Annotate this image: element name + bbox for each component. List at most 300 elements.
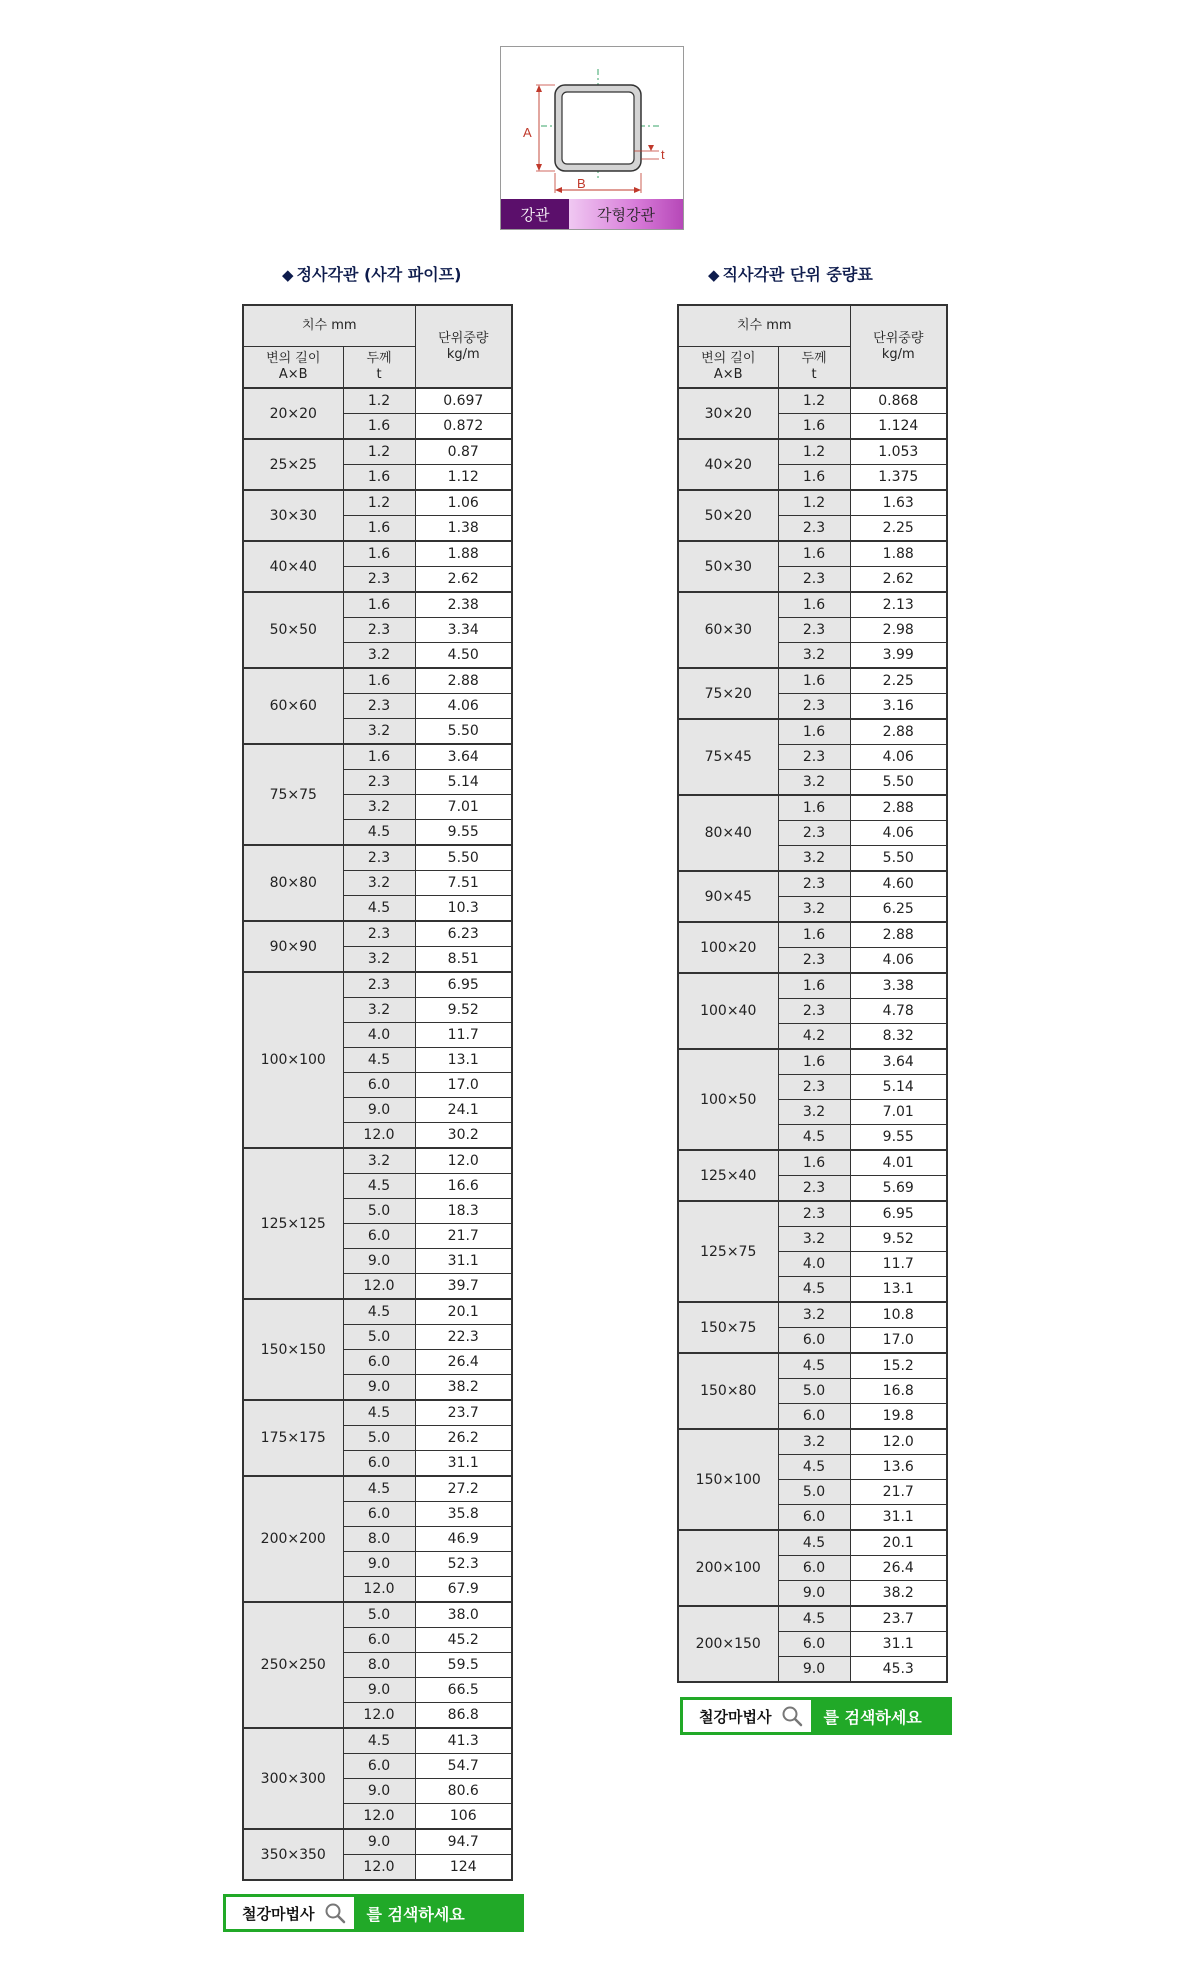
weight-cell: 11.7 (415, 1023, 512, 1048)
thickness-cell: 6.0 (778, 1505, 850, 1531)
thickness-cell: 6.0 (343, 1628, 415, 1653)
thickness-cell: 3.2 (778, 643, 850, 669)
size-cell: 150×100 (678, 1429, 778, 1530)
table-row (678, 541, 947, 567)
weight-cell: 6.95 (850, 1201, 947, 1227)
size-cell: 150×75 (678, 1302, 778, 1353)
thickness-cell: 6.0 (343, 1502, 415, 1527)
weight-cell: 1.63 (850, 490, 947, 516)
table-row (243, 1148, 512, 1174)
weight-cell: 6.25 (850, 897, 947, 923)
weight-cell: 67.9 (415, 1577, 512, 1603)
thickness-cell: 2.3 (778, 871, 850, 897)
weight-cell: 2.98 (850, 618, 947, 643)
weight-cell: 39.7 (415, 1274, 512, 1300)
weight-cell: 7.01 (850, 1100, 947, 1125)
size-cell: 50×30 (678, 541, 778, 592)
thickness-cell: 5.0 (778, 1480, 850, 1505)
weight-cell: 2.62 (850, 567, 947, 593)
header-thickness: 두께 t (778, 347, 850, 389)
search-message: 를 검색하세요 (823, 1707, 922, 1727)
tab-steel-pipe[interactable]: 강관 (501, 199, 569, 229)
table-row (678, 1429, 947, 1455)
thickness-cell: 2.3 (778, 821, 850, 846)
thickness-cell: 4.5 (343, 896, 415, 922)
thickness-cell: 4.5 (778, 1125, 850, 1151)
size-cell: 250×250 (243, 1602, 343, 1728)
thickness-cell: 2.3 (778, 1176, 850, 1202)
weight-cell: 0.868 (850, 388, 947, 414)
header-weight: 단위중량 kg/m (415, 305, 512, 388)
table-row (243, 1476, 512, 1502)
table-row (243, 668, 512, 694)
thickness-cell: 3.2 (778, 1100, 850, 1125)
weight-cell: 9.52 (415, 998, 512, 1023)
thickness-cell: 3.2 (343, 795, 415, 820)
thickness-cell: 9.0 (343, 1098, 415, 1123)
table-row (678, 871, 947, 897)
table-row (243, 490, 512, 516)
thickness-cell: 1.6 (343, 516, 415, 542)
search-box[interactable] (683, 1700, 811, 1732)
weight-cell: 1.12 (415, 465, 512, 491)
weight-cell: 94.7 (415, 1829, 512, 1855)
weight-cell: 3.38 (850, 973, 947, 999)
weight-cell: 31.1 (850, 1505, 947, 1531)
thickness-cell: 1.2 (343, 388, 415, 414)
weight-cell: 3.64 (415, 744, 512, 770)
thickness-cell: 4.5 (778, 1277, 850, 1303)
thickness-cell: 3.2 (778, 770, 850, 796)
thickness-cell: 5.0 (343, 1426, 415, 1451)
thickness-cell: 1.6 (343, 465, 415, 491)
thickness-cell: 1.6 (778, 1049, 850, 1075)
weight-cell: 38.2 (415, 1375, 512, 1401)
thickness-cell: 2.3 (343, 921, 415, 947)
thickness-cell: 2.3 (778, 999, 850, 1024)
weight-cell: 2.38 (415, 592, 512, 618)
thickness-cell: 4.5 (343, 820, 415, 846)
thickness-cell: 1.6 (343, 541, 415, 567)
weight-cell: 2.88 (850, 719, 947, 745)
weight-cell: 1.375 (850, 465, 947, 491)
weight-cell: 38.2 (850, 1581, 947, 1607)
dim-t-arrow (648, 145, 654, 151)
thickness-cell: 6.0 (343, 1224, 415, 1249)
weight-cell: 19.8 (850, 1404, 947, 1430)
table-row (678, 490, 947, 516)
size-cell: 75×45 (678, 719, 778, 795)
thickness-cell: 5.0 (343, 1602, 415, 1628)
header-dimension: 치수 mm (678, 305, 850, 347)
thickness-cell: 9.0 (343, 1779, 415, 1804)
table-row (243, 1299, 512, 1325)
size-cell: 350×350 (243, 1829, 343, 1880)
weight-cell: 1.88 (850, 541, 947, 567)
square-pipe-section-title (282, 262, 461, 285)
table-row (678, 439, 947, 465)
weight-cell: 16.8 (850, 1379, 947, 1404)
weight-cell: 12.0 (415, 1148, 512, 1174)
weight-cell: 86.8 (415, 1703, 512, 1729)
search-box[interactable] (226, 1897, 354, 1929)
thickness-cell: 4.5 (778, 1455, 850, 1480)
search-banner-left[interactable] (223, 1894, 524, 1932)
thickness-cell: 9.0 (343, 1375, 415, 1401)
category-tabs (501, 199, 683, 229)
weight-cell: 26.4 (850, 1556, 947, 1581)
table-row (243, 1602, 512, 1628)
thickness-cell: 9.0 (343, 1552, 415, 1577)
size-cell: 90×45 (678, 871, 778, 922)
table-row (243, 1728, 512, 1754)
weight-cell: 1.38 (415, 516, 512, 542)
thickness-cell: 4.5 (778, 1530, 850, 1556)
thickness-cell: 6.0 (778, 1632, 850, 1657)
table-row (678, 1049, 947, 1075)
table-row (678, 1302, 947, 1328)
size-cell: 50×50 (243, 592, 343, 668)
dim-t-label: t (661, 147, 665, 162)
diamond-bullet-icon: ◆ (282, 266, 294, 284)
weight-cell: 5.50 (415, 719, 512, 745)
weight-cell: 80.6 (415, 1779, 512, 1804)
thickness-cell: 9.0 (343, 1249, 415, 1274)
table-row (243, 972, 512, 998)
thickness-cell: 4.5 (343, 1299, 415, 1325)
weight-cell: 52.3 (415, 1552, 512, 1577)
weight-cell: 9.55 (415, 820, 512, 846)
thickness-cell: 1.6 (778, 1150, 850, 1176)
weight-cell: 46.9 (415, 1527, 512, 1552)
size-cell: 150×150 (243, 1299, 343, 1400)
weight-cell: 4.06 (850, 821, 947, 846)
weight-cell: 1.053 (850, 439, 947, 465)
weight-cell: 13.1 (415, 1048, 512, 1073)
weight-cell: 3.16 (850, 694, 947, 720)
thickness-cell: 1.6 (343, 414, 415, 440)
thickness-cell: 1.6 (778, 795, 850, 821)
weight-cell: 10.3 (415, 896, 512, 922)
size-cell: 30×30 (243, 490, 343, 541)
weight-cell: 26.2 (415, 1426, 512, 1451)
dim-a-arrow-down (536, 164, 542, 171)
weight-cell: 11.7 (850, 1252, 947, 1277)
weight-cell: 17.0 (850, 1328, 947, 1354)
weight-cell: 31.1 (415, 1249, 512, 1274)
tube-inner-wall (562, 92, 634, 164)
table-row (678, 1150, 947, 1176)
table-row (678, 388, 947, 414)
thickness-cell: 2.3 (778, 694, 850, 720)
table-header-row (678, 305, 947, 347)
weight-cell: 1.06 (415, 490, 512, 516)
weight-cell: 4.50 (415, 643, 512, 669)
weight-cell: 4.60 (850, 871, 947, 897)
weight-cell: 5.50 (850, 846, 947, 872)
weight-cell: 13.6 (850, 1455, 947, 1480)
thickness-cell: 4.5 (343, 1476, 415, 1502)
thickness-cell: 1.2 (778, 490, 850, 516)
thickness-cell: 1.6 (778, 541, 850, 567)
thickness-cell: 9.0 (778, 1581, 850, 1607)
search-message: 를 검색하세요 (366, 1904, 465, 1924)
thickness-cell: 2.3 (343, 694, 415, 719)
table-row (243, 921, 512, 947)
tab-square-pipe[interactable]: 각형강관 (569, 199, 683, 229)
size-cell: 100×20 (678, 922, 778, 973)
size-cell: 75×20 (678, 668, 778, 719)
weight-cell: 5.14 (850, 1075, 947, 1100)
thickness-cell: 3.2 (343, 1148, 415, 1174)
size-cell: 25×25 (243, 439, 343, 490)
size-cell: 30×20 (678, 388, 778, 439)
thickness-cell: 2.3 (343, 618, 415, 643)
thickness-cell: 2.3 (343, 567, 415, 593)
weight-cell: 4.01 (850, 1150, 947, 1176)
thickness-cell: 1.6 (343, 668, 415, 694)
header-thickness: 두께 t (343, 347, 415, 389)
rect-pipe-weight-table (677, 304, 948, 1683)
thickness-cell: 2.3 (343, 845, 415, 871)
dim-b-label: B (577, 176, 586, 191)
weight-cell: 31.1 (850, 1632, 947, 1657)
thickness-cell: 2.3 (778, 948, 850, 974)
search-keyword: 철강마법사 (699, 1707, 772, 1726)
size-cell: 100×50 (678, 1049, 778, 1150)
diamond-bullet-icon: ◆ (708, 266, 720, 284)
thickness-cell: 12.0 (343, 1274, 415, 1300)
thickness-cell: 1.6 (343, 592, 415, 618)
thickness-cell: 4.5 (343, 1174, 415, 1199)
weight-cell: 6.95 (415, 972, 512, 998)
weight-cell: 16.6 (415, 1174, 512, 1199)
weight-cell: 1.124 (850, 414, 947, 440)
table-header-row (243, 305, 512, 347)
weight-cell: 106 (415, 1804, 512, 1830)
thickness-cell: 3.2 (343, 871, 415, 896)
thickness-cell: 1.2 (343, 490, 415, 516)
weight-cell: 21.7 (415, 1224, 512, 1249)
thickness-cell: 2.3 (778, 618, 850, 643)
weight-cell: 3.64 (850, 1049, 947, 1075)
thickness-cell: 12.0 (343, 1123, 415, 1149)
search-icon (324, 1902, 346, 1924)
weight-cell: 0.872 (415, 414, 512, 440)
thickness-cell: 1.6 (778, 414, 850, 440)
table-row (243, 1400, 512, 1426)
header-weight: 단위중량 kg/m (850, 305, 947, 388)
size-cell: 60×60 (243, 668, 343, 744)
rect-pipe-section-title (708, 262, 873, 285)
table-row (243, 439, 512, 465)
weight-cell: 3.34 (415, 618, 512, 643)
thickness-cell: 6.0 (343, 1754, 415, 1779)
weight-cell: 2.25 (850, 668, 947, 694)
table-row (678, 795, 947, 821)
weight-cell: 6.23 (415, 921, 512, 947)
thickness-cell: 6.0 (778, 1404, 850, 1430)
weight-cell: 20.1 (850, 1530, 947, 1556)
size-cell: 200×100 (678, 1530, 778, 1606)
thickness-cell: 1.2 (778, 388, 850, 414)
table-row (678, 1201, 947, 1227)
weight-cell: 35.8 (415, 1502, 512, 1527)
weight-cell: 23.7 (850, 1606, 947, 1632)
weight-cell: 8.51 (415, 947, 512, 973)
thickness-cell: 6.0 (343, 1451, 415, 1477)
size-cell: 60×30 (678, 592, 778, 668)
weight-cell: 2.88 (850, 922, 947, 948)
weight-cell: 4.06 (850, 948, 947, 974)
weight-cell: 2.88 (415, 668, 512, 694)
thickness-cell: 4.2 (778, 1024, 850, 1050)
thickness-cell: 4.5 (343, 1400, 415, 1426)
thickness-cell: 2.3 (343, 770, 415, 795)
size-cell: 175×175 (243, 1400, 343, 1476)
weight-cell: 30.2 (415, 1123, 512, 1149)
table-row (243, 388, 512, 414)
weight-cell: 38.0 (415, 1602, 512, 1628)
square-pipe-title-text: 정사각관 (사각 파이프) (296, 265, 462, 284)
thickness-cell: 9.0 (343, 1678, 415, 1703)
weight-cell: 0.87 (415, 439, 512, 465)
table-row (678, 973, 947, 999)
size-cell: 80×80 (243, 845, 343, 921)
weight-cell: 15.2 (850, 1353, 947, 1379)
size-cell: 80×40 (678, 795, 778, 871)
size-cell: 50×20 (678, 490, 778, 541)
weight-cell: 2.25 (850, 516, 947, 542)
thickness-cell: 5.0 (778, 1379, 850, 1404)
header-dimension: 치수 mm (243, 305, 415, 347)
weight-cell: 2.88 (850, 795, 947, 821)
weight-cell: 24.1 (415, 1098, 512, 1123)
thickness-cell: 2.3 (778, 1201, 850, 1227)
weight-cell: 2.13 (850, 592, 947, 618)
size-cell: 75×75 (243, 744, 343, 845)
weight-cell: 13.1 (850, 1277, 947, 1303)
thickness-cell: 4.5 (778, 1606, 850, 1632)
thickness-cell: 1.6 (778, 592, 850, 618)
thickness-cell: 9.0 (343, 1829, 415, 1855)
size-cell: 90×90 (243, 921, 343, 972)
weight-cell: 4.78 (850, 999, 947, 1024)
dim-b-arrow-left (555, 187, 562, 193)
thickness-cell: 12.0 (343, 1577, 415, 1603)
size-cell: 40×40 (243, 541, 343, 592)
thickness-cell: 1.6 (778, 719, 850, 745)
thickness-cell: 2.3 (778, 1075, 850, 1100)
weight-cell: 5.14 (415, 770, 512, 795)
thickness-cell: 12.0 (343, 1855, 415, 1881)
weight-cell: 54.7 (415, 1754, 512, 1779)
thickness-cell: 6.0 (778, 1328, 850, 1354)
weight-cell: 10.8 (850, 1302, 947, 1328)
thickness-cell: 4.5 (343, 1048, 415, 1073)
weight-cell: 5.69 (850, 1176, 947, 1202)
table-row (678, 592, 947, 618)
size-cell: 125×75 (678, 1201, 778, 1302)
thickness-cell: 12.0 (343, 1703, 415, 1729)
table-row (678, 1606, 947, 1632)
size-cell: 100×40 (678, 973, 778, 1049)
weight-cell: 45.3 (850, 1657, 947, 1683)
thickness-cell: 5.0 (343, 1199, 415, 1224)
square-pipe-weight-table (242, 304, 513, 1881)
dim-a-arrow-up (536, 85, 542, 92)
weight-cell: 124 (415, 1855, 512, 1881)
size-cell: 150×80 (678, 1353, 778, 1429)
weight-cell: 22.3 (415, 1325, 512, 1350)
thickness-cell: 1.6 (343, 744, 415, 770)
weight-cell: 18.3 (415, 1199, 512, 1224)
table-row (243, 541, 512, 567)
weight-cell: 9.52 (850, 1227, 947, 1252)
thickness-cell: 8.0 (343, 1527, 415, 1552)
weight-cell: 5.50 (850, 770, 947, 796)
size-cell: 300×300 (243, 1728, 343, 1829)
weight-cell: 20.1 (415, 1299, 512, 1325)
search-banner-right[interactable] (680, 1697, 952, 1735)
thickness-cell: 2.3 (778, 567, 850, 593)
thickness-cell: 4.0 (778, 1252, 850, 1277)
table-row (678, 668, 947, 694)
thickness-cell: 4.5 (343, 1728, 415, 1754)
thickness-cell: 5.0 (343, 1325, 415, 1350)
thickness-cell: 12.0 (343, 1804, 415, 1830)
thickness-cell: 4.0 (343, 1023, 415, 1048)
search-keyword: 철강마법사 (242, 1904, 315, 1923)
thickness-cell: 1.6 (778, 922, 850, 948)
table-row (243, 845, 512, 871)
thickness-cell: 3.2 (778, 897, 850, 923)
weight-cell: 66.5 (415, 1678, 512, 1703)
thickness-cell: 2.3 (778, 516, 850, 542)
thickness-cell: 2.3 (343, 972, 415, 998)
dim-a-label: A (523, 125, 532, 140)
weight-cell: 3.99 (850, 643, 947, 669)
weight-cell: 7.01 (415, 795, 512, 820)
thickness-cell: 3.2 (343, 947, 415, 973)
weight-cell: 5.50 (415, 845, 512, 871)
thickness-cell: 1.2 (778, 439, 850, 465)
thickness-cell: 2.3 (778, 745, 850, 770)
weight-cell: 7.51 (415, 871, 512, 896)
thickness-cell: 3.2 (343, 998, 415, 1023)
table-row (243, 592, 512, 618)
thickness-cell: 3.2 (343, 643, 415, 669)
thickness-cell: 3.2 (778, 1227, 850, 1252)
thickness-cell: 8.0 (343, 1653, 415, 1678)
thickness-cell: 6.0 (343, 1350, 415, 1375)
size-cell: 125×40 (678, 1150, 778, 1201)
header-side-length: 변의 길이 A×B (678, 347, 778, 389)
thickness-cell: 3.2 (343, 719, 415, 745)
weight-cell: 4.06 (850, 745, 947, 770)
weight-cell: 4.06 (415, 694, 512, 719)
weight-cell: 41.3 (415, 1728, 512, 1754)
size-cell: 40×20 (678, 439, 778, 490)
weight-cell: 45.2 (415, 1628, 512, 1653)
thickness-cell: 1.6 (778, 973, 850, 999)
weight-cell: 17.0 (415, 1073, 512, 1098)
thickness-cell: 9.0 (778, 1657, 850, 1683)
thickness-cell: 1.6 (778, 465, 850, 491)
weight-cell: 0.697 (415, 388, 512, 414)
thickness-cell: 1.2 (343, 439, 415, 465)
weight-cell: 59.5 (415, 1653, 512, 1678)
